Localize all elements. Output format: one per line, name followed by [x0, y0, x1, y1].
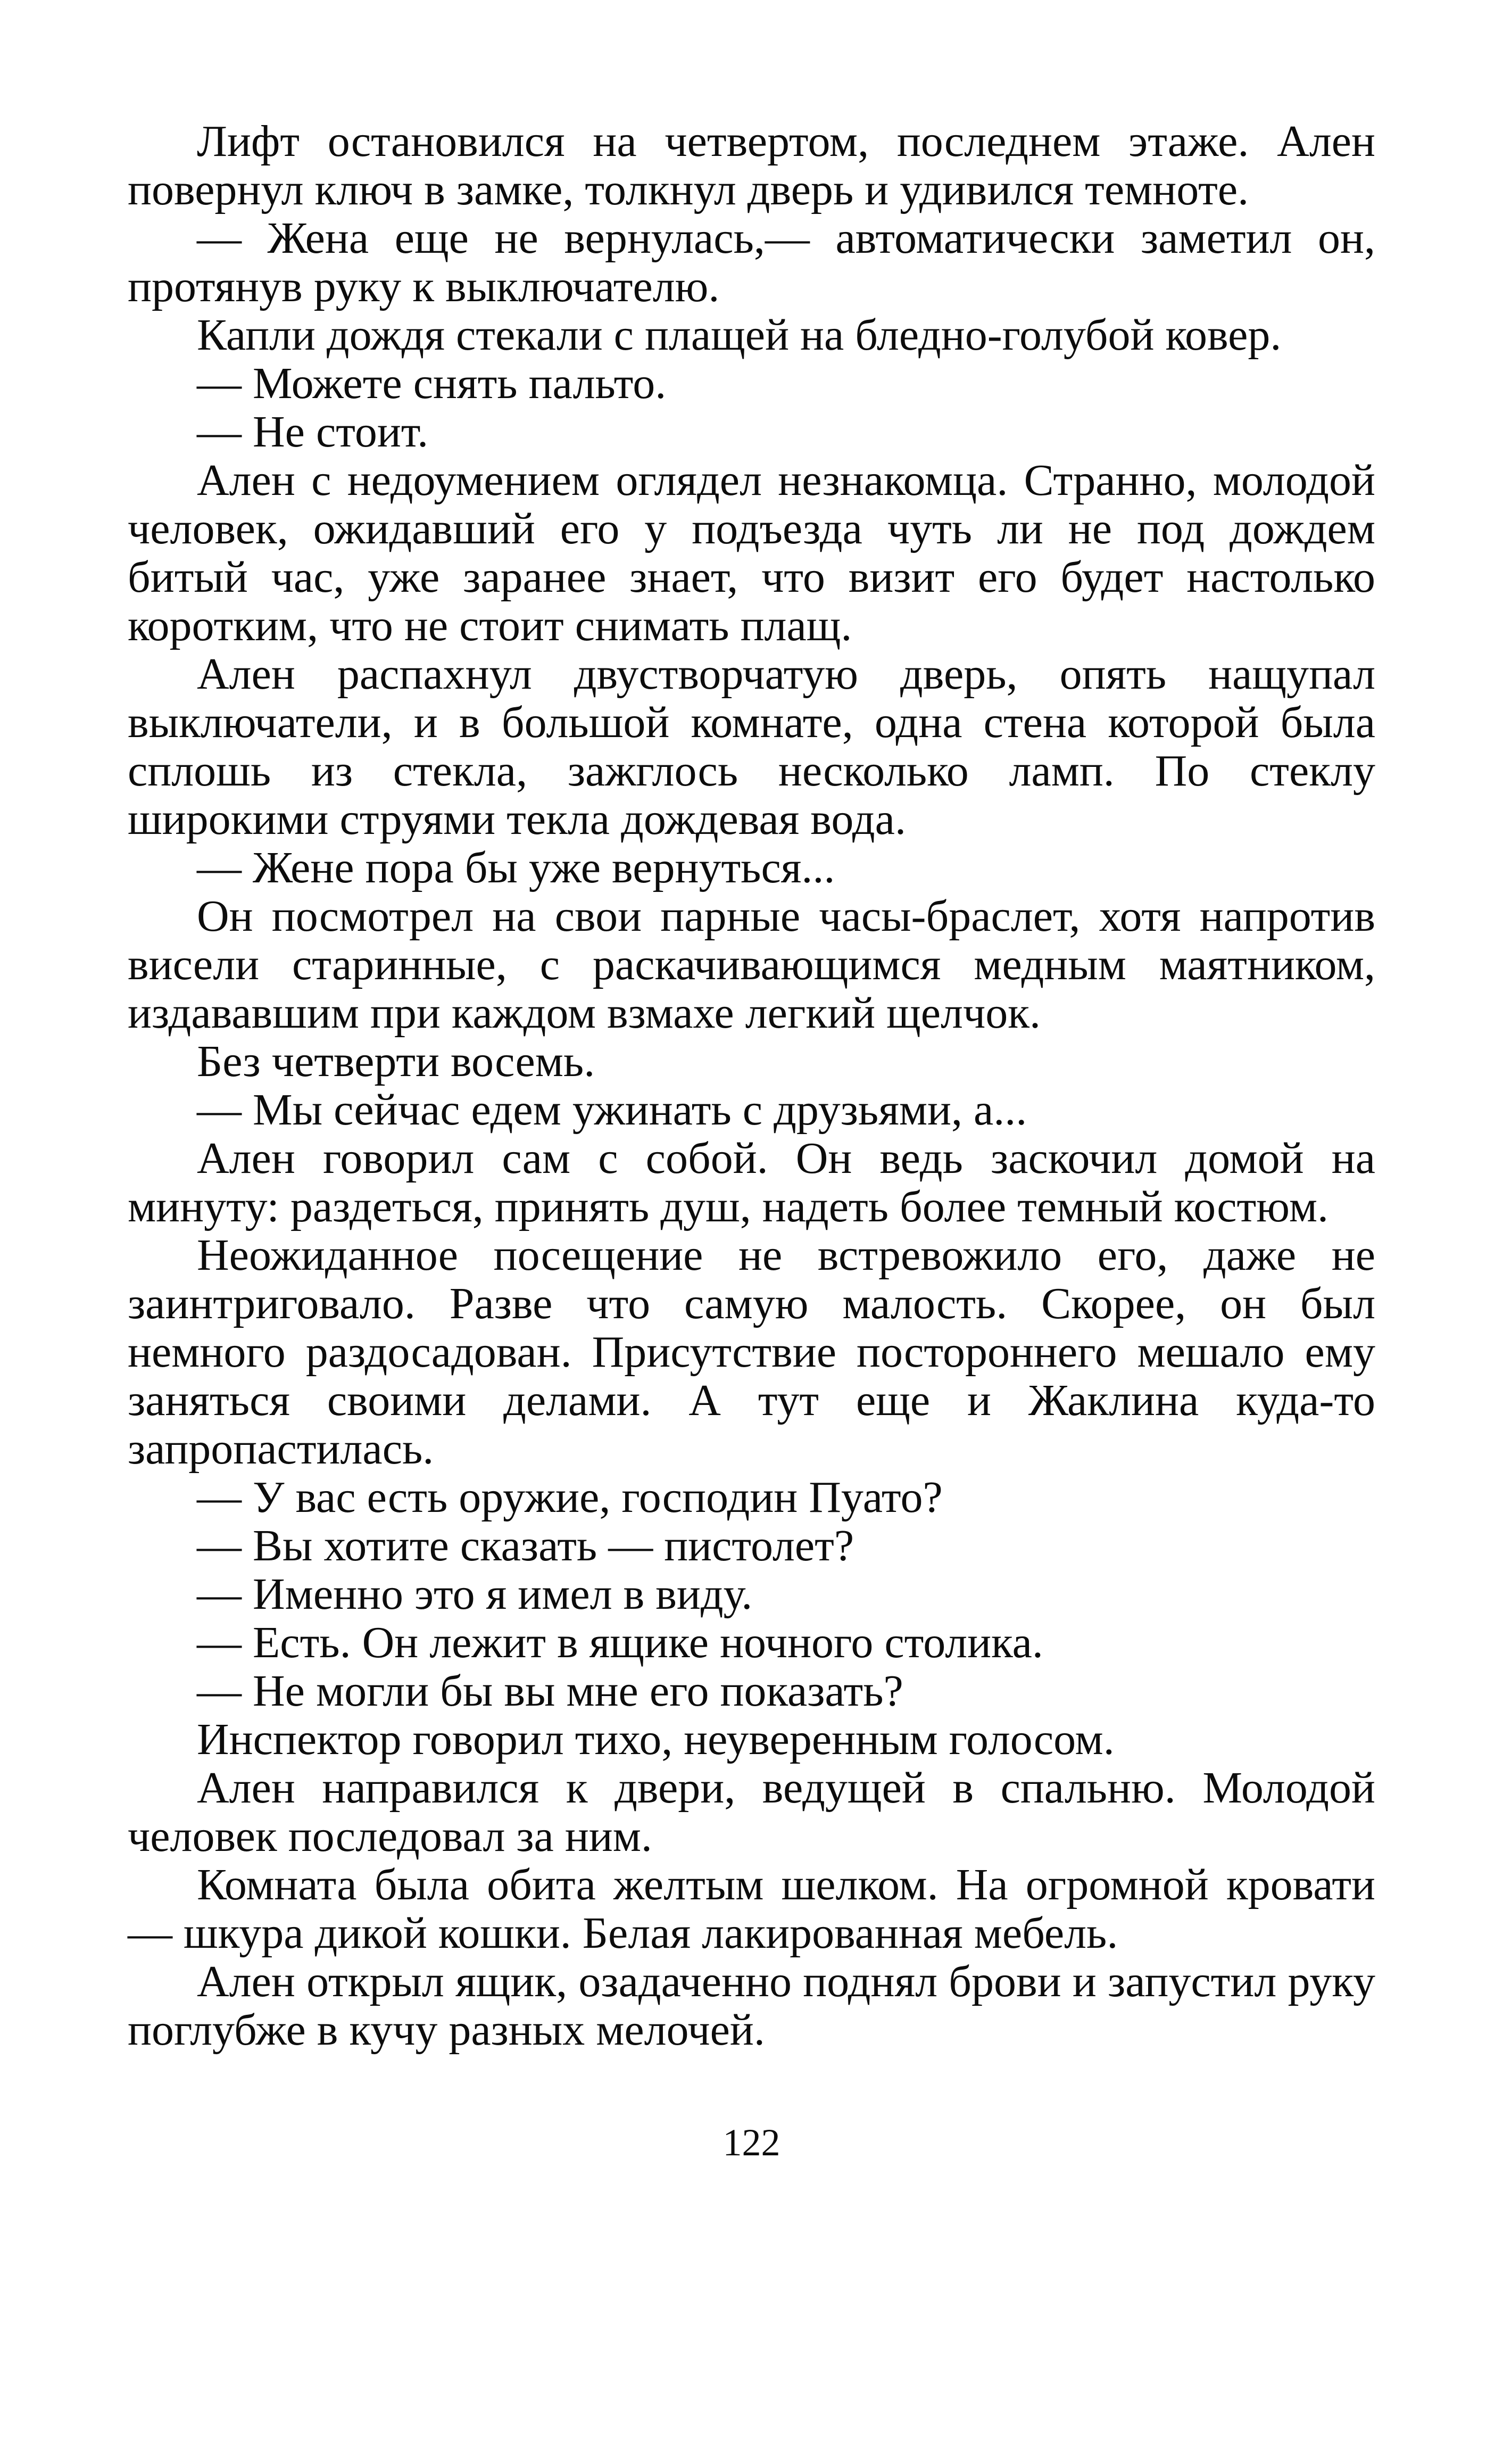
- paragraph: — Не стоит.: [197, 407, 429, 457]
- paragraph: Капли дождя стекали с плащей на бледно-голубой ковер.: [197, 310, 1282, 360]
- paragraph: Комната была обита желтым шелком. На огромной кровати — шкура дикой кошки. Белая лакированная мебель.: [128, 1860, 1375, 1958]
- paragraph: Инспектор говорил тихо, неуверенным голосом.: [197, 1715, 1115, 1764]
- paragraph: — Именно это я имел в виду.: [197, 1569, 753, 1619]
- page-number: 122: [723, 2121, 780, 2164]
- paragraph: Он посмотрел на свои парные часы-браслет, хотя напротив висели старинные, с раскачивающимся медным маятником, издававшим при каждом взмахе легкий щелчок.: [128, 891, 1375, 1038]
- paragraph: Ален с недоумением оглядел незнакомца. Странно, молодой человек, ожидавший его у подъезда чуть ли не под дождем битый час, уже заранее знает, что визит его будет настолько коротким, что не стоит снимать плащ.: [128, 456, 1375, 650]
- paragraph: Неожиданное посещение не встревожило его, даже не заинтриговало. Разве что самую малость. Скорее, он был немного раздосадован. Присутствие постороннего мешало ему заняться своими делами. А тут еще и Жаклина куда-то запропастилась.: [128, 1230, 1375, 1474]
- paragraph: — Жена еще не вернулась,— автоматически заметил он, протянув руку к выключателю.: [128, 213, 1375, 311]
- paragraph: Лифт остановился на четвертом, последнем этаже. Ален повернул ключ в замке, толкнул дверь и удивился темноте.: [128, 117, 1375, 214]
- paragraph: — У вас есть оружие, господин Пуато?: [197, 1473, 943, 1522]
- paragraph: Ален открыл ящик, озадаченно поднял брови и запустил руку поглубже в кучу разных мелочей.: [128, 1957, 1375, 2055]
- paragraph: Ален направился к двери, ведущей в спальню. Молодой человек последовал за ним.: [128, 1763, 1375, 1861]
- paragraph: — Вы хотите сказать — пистолет?: [197, 1521, 854, 1570]
- paragraph: Ален распахнул двустворчатую дверь, опять нащупал выключатели, и в большой комнате, одна стена которой была сплошь из стекла, зажглось несколько ламп. По стеклу широкими струями текла дождевая вода.: [128, 649, 1375, 844]
- book-page-text: [128, 117, 1375, 2054]
- paragraph: — Не могли бы вы мне его показать?: [197, 1666, 903, 1716]
- paragraph: — Можете снять пальто.: [197, 359, 667, 408]
- paragraph: Без четверти восемь.: [197, 1037, 595, 1086]
- paragraph: — Мы сейчас едем ужинать с друзьями, а...: [197, 1085, 1027, 1135]
- paragraph: — Жене пора бы уже вернуться...: [197, 843, 835, 892]
- paragraph: — Есть. Он лежит в ящике ночного столика.: [197, 1618, 1043, 1667]
- paragraph: Ален говорил сам с собой. Он ведь заскочил домой на минуту: раздеться, принять душ, надеть более темный костюм.: [128, 1134, 1375, 1231]
